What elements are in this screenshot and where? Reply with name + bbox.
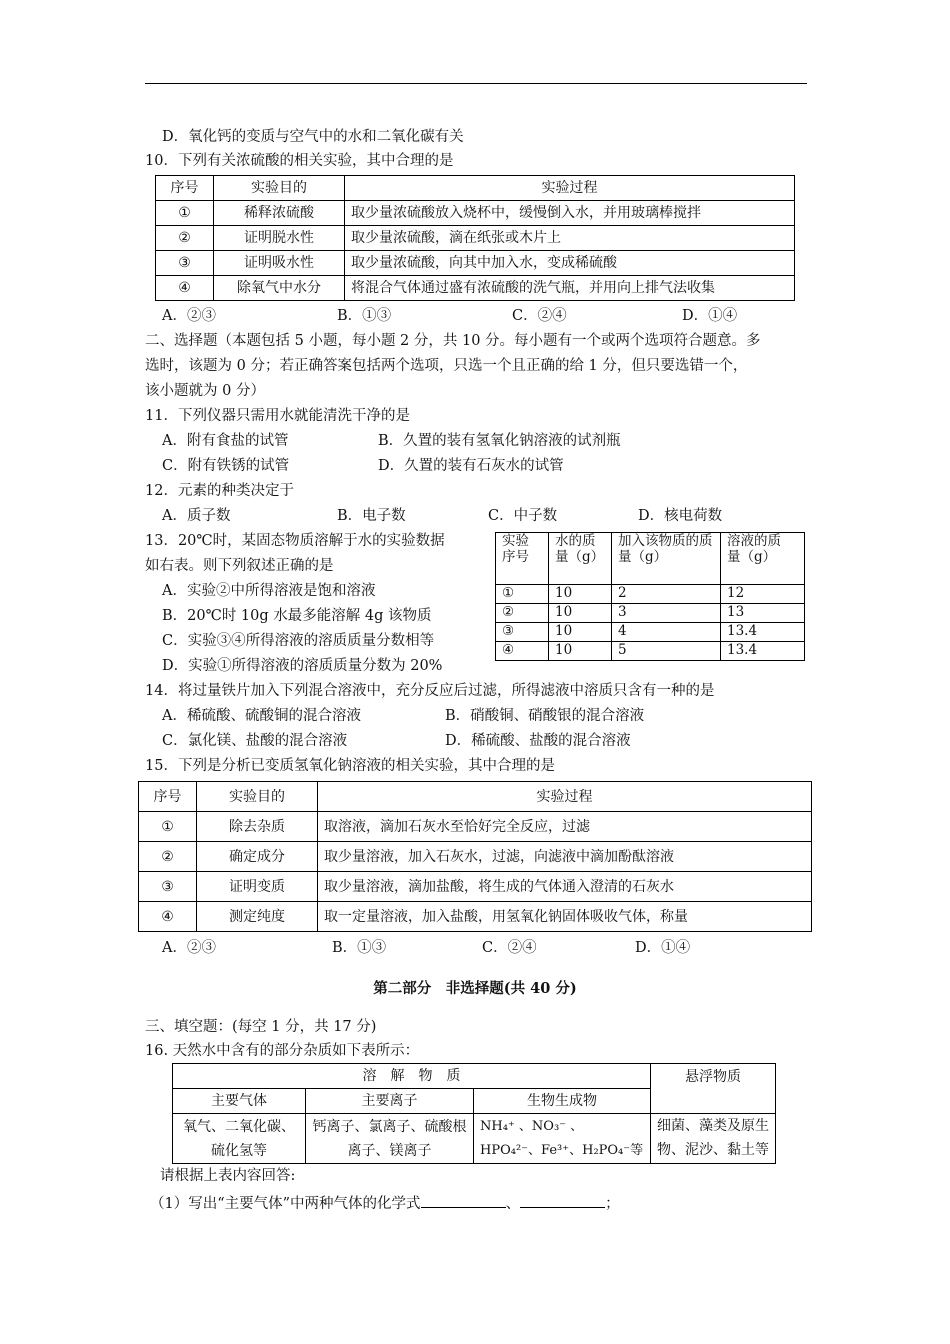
answer-blank-1[interactable]	[421, 1193, 506, 1208]
q15-cell: ②	[139, 842, 197, 872]
q13-option-d: D．实验①所得溶液的溶质质量分数为 20%	[162, 658, 443, 674]
q14-option-a: A．稀硫酸、硫酸铜的混合溶液	[162, 708, 361, 724]
q10-stem: 10．下列有关浓硫酸的相关实验，其中合理的是	[145, 153, 454, 169]
q13-cell: 2	[612, 585, 721, 604]
q15-cell: 取溶液，滴加石灰水至恰好完全反应，过滤	[318, 812, 812, 842]
q15-header-goal: 实验目的	[197, 782, 318, 812]
q13-cell: 13	[721, 604, 805, 623]
q13-header-added: 加入该物质的质量（g）	[612, 533, 721, 585]
q15-option-c: C．②④	[482, 940, 537, 956]
q13-cell: 5	[612, 642, 721, 661]
q15-cell: 证明变质	[197, 872, 318, 902]
q16-sub1-sep: 、	[505, 1196, 521, 1212]
q12-stem: 12．元素的种类决定于	[145, 483, 294, 499]
q12-option-a: A．质子数	[162, 508, 231, 524]
q16-col-ion: 主要离子	[306, 1089, 474, 1114]
q15-cell: 确定成分	[197, 842, 318, 872]
q10-cell: 证明吸水性	[214, 251, 345, 276]
q13-option-a: A．实验②中所得溶液是饱和溶液	[162, 583, 376, 599]
q15-option-d: D．①④	[635, 940, 691, 956]
q11-option-a: A．附有食盐的试管	[162, 433, 289, 449]
q13-cell: 3	[612, 604, 721, 623]
q14-option-c: C．氯化镁、盐酸的混合溶液	[162, 733, 348, 749]
q10-header-goal: 实验目的	[214, 176, 345, 201]
q16-gas-cell: 氧气、二氧化碳、硫化氢等	[173, 1114, 306, 1164]
q13-stem-2: 如右表。则下列叙述正确的是	[145, 558, 334, 574]
q11-option-b: B．久置的装有氢氧化钠溶液的试剂瓶	[378, 433, 621, 449]
q16-ion-cell: 钙离子、氯离子、硫酸根离子、镁离子	[306, 1114, 474, 1164]
q13-header-water: 水的质量（g）	[549, 533, 612, 585]
q13-cell: 10	[549, 623, 612, 642]
q13-cell: 4	[612, 623, 721, 642]
q13-option-b: B．20℃时 10g 水最多能溶解 4g 该物质	[162, 608, 432, 624]
q12-option-d: D．核电荷数	[638, 508, 723, 524]
q15-cell: ③	[139, 872, 197, 902]
q10-cell: 取少量浓硫酸放入烧杯中，缓慢倒入水，并用玻璃棒搅拌	[345, 201, 795, 226]
q10-cell: 取少量浓硫酸，滴在纸张或木片上	[345, 226, 795, 251]
q15-header-process: 实验过程	[318, 782, 812, 812]
q16-suspended-header: 悬浮物质	[651, 1064, 776, 1114]
q10-header-no: 序号	[156, 176, 214, 201]
q14-option-d: D．稀硫酸、盐酸的混合溶液	[445, 733, 631, 749]
q15-option-a: A．②③	[162, 940, 216, 956]
q13-cell: 13.4	[721, 642, 805, 661]
q13-cell: ③	[496, 623, 549, 642]
q10-option-a: A．②③	[162, 308, 216, 324]
q11-option-d: D．久置的装有石灰水的试管	[378, 458, 564, 474]
q16-sub1-end: ；	[605, 1196, 620, 1212]
q16-bio-cell: NH₄⁺ 、NO₃⁻ 、HPO₄²⁻、Fe³⁺、H₂PO₄⁻等	[474, 1114, 651, 1164]
q16-dissolved-header: 溶 解 物 质	[173, 1064, 651, 1089]
q13-header-solution: 溶液的质 量（g）	[721, 533, 805, 585]
q10-cell: 取少量浓硫酸，向其中加入水，变成稀硫酸	[345, 251, 795, 276]
q10-cell: 稀释浓硫酸	[214, 201, 345, 226]
q16-stem: 16. 天然水中含有的部分杂质如下表所示：	[145, 1043, 420, 1059]
answer-blank-2[interactable]	[520, 1193, 605, 1208]
q12-option-b: B．电子数	[337, 508, 406, 524]
q10-cell: 证明脱水性	[214, 226, 345, 251]
q13-cell: ④	[496, 642, 549, 661]
q9-option-d: D．氧化钙的变质与空气中的水和二氧化碳有关	[162, 129, 464, 145]
q10-cell: ②	[156, 226, 214, 251]
q15-cell: ④	[139, 902, 197, 932]
q15-cell: ①	[139, 812, 197, 842]
q15-cell: 取一定量溶液，加入盐酸，用氢氧化钠固体吸收气体，称量	[318, 902, 812, 932]
section3-title: 三、填空题：(每空 1 分，共 17 分)	[145, 1019, 377, 1035]
q13-option-c: C．实验③④所得溶液的溶质质量分数相等	[162, 633, 435, 649]
q10-option-d: D．①④	[682, 308, 738, 324]
q13-table	[495, 532, 805, 661]
q15-option-b: B．①③	[332, 940, 387, 956]
q15-cell: 除去杂质	[197, 812, 318, 842]
q13-cell: 13.4	[721, 623, 805, 642]
q10-cell: ④	[156, 276, 214, 301]
q13-cell: 10	[549, 604, 612, 623]
section2-line2: 选时，该题为 0 分；若正确答案包括两个选项，只选一个且正确的给 1 分，但只要选错一个，	[145, 358, 748, 374]
q13-cell: ②	[496, 604, 549, 623]
q16-prompt: 请根据上表内容回答:	[160, 1168, 296, 1184]
section2-line3: 该小题就为 0 分）	[145, 383, 265, 399]
q15-header-no: 序号	[139, 782, 197, 812]
q10-cell: 将混合气体通过盛有浓硫酸的洗气瓶，并用向上排气法收集	[345, 276, 795, 301]
q16-susp-cell: 细菌、藻类及原生物、泥沙、黏土等	[651, 1114, 776, 1164]
q15-table	[138, 781, 812, 932]
q13-cell: ①	[496, 585, 549, 604]
part2-title: 第二部分 非选择题(共 40 分)	[373, 980, 577, 997]
q15-cell: 测定纯度	[197, 902, 318, 932]
q15-cell: 取少量溶液，滴加盐酸，将生成的气体通入澄清的石灰水	[318, 872, 812, 902]
q16-sub1	[150, 1193, 620, 1214]
q10-cell: ③	[156, 251, 214, 276]
q13-header-no: 实验序号	[496, 533, 549, 585]
q14-option-b: B．硝酸铜、硝酸银的混合溶液	[445, 708, 645, 724]
section2-line1: 二、选择题（本题包括 5 小题，每小题 2 分，共 10 分。每小题有一个或两个选项符合题意。多	[145, 333, 761, 349]
header-rule	[145, 83, 807, 84]
q10-option-c: C．②④	[512, 308, 567, 324]
q11-stem: 11．下列仪器只需用水就能清洗干净的是	[145, 408, 410, 424]
q13-stem-1: 13．20℃时，某固态物质溶解于水的实验数据	[145, 533, 445, 549]
q10-option-b: B．①③	[337, 308, 392, 324]
q10-header-process: 实验过程	[345, 176, 795, 201]
q14-stem: 14．将过量铁片加入下列混合溶液中，充分反应后过滤，所得滤液中溶质只含有一种的是	[145, 683, 715, 699]
q16-col-gas: 主要气体	[173, 1089, 306, 1114]
q10-cell: ①	[156, 201, 214, 226]
q10-cell: 除氧气中水分	[214, 276, 345, 301]
q10-table	[155, 175, 795, 301]
q13-cell: 10	[549, 585, 612, 604]
q13-cell: 10	[549, 642, 612, 661]
q12-option-c: C．中子数	[488, 508, 558, 524]
q13-cell: 12	[721, 585, 805, 604]
q16-sub1-text: （1）写出“主要气体”中两种气体的化学式	[150, 1196, 421, 1212]
q16-table	[172, 1063, 776, 1164]
q15-cell: 取少量溶液，加入石灰水，过滤，向滤液中滴加酚酞溶液	[318, 842, 812, 872]
q11-option-c: C．附有铁锈的试管	[162, 458, 290, 474]
q16-col-bio: 生物生成物	[474, 1089, 651, 1114]
q15-stem: 15．下列是分析已变质氢氧化钠溶液的相关实验，其中合理的是	[145, 758, 555, 774]
